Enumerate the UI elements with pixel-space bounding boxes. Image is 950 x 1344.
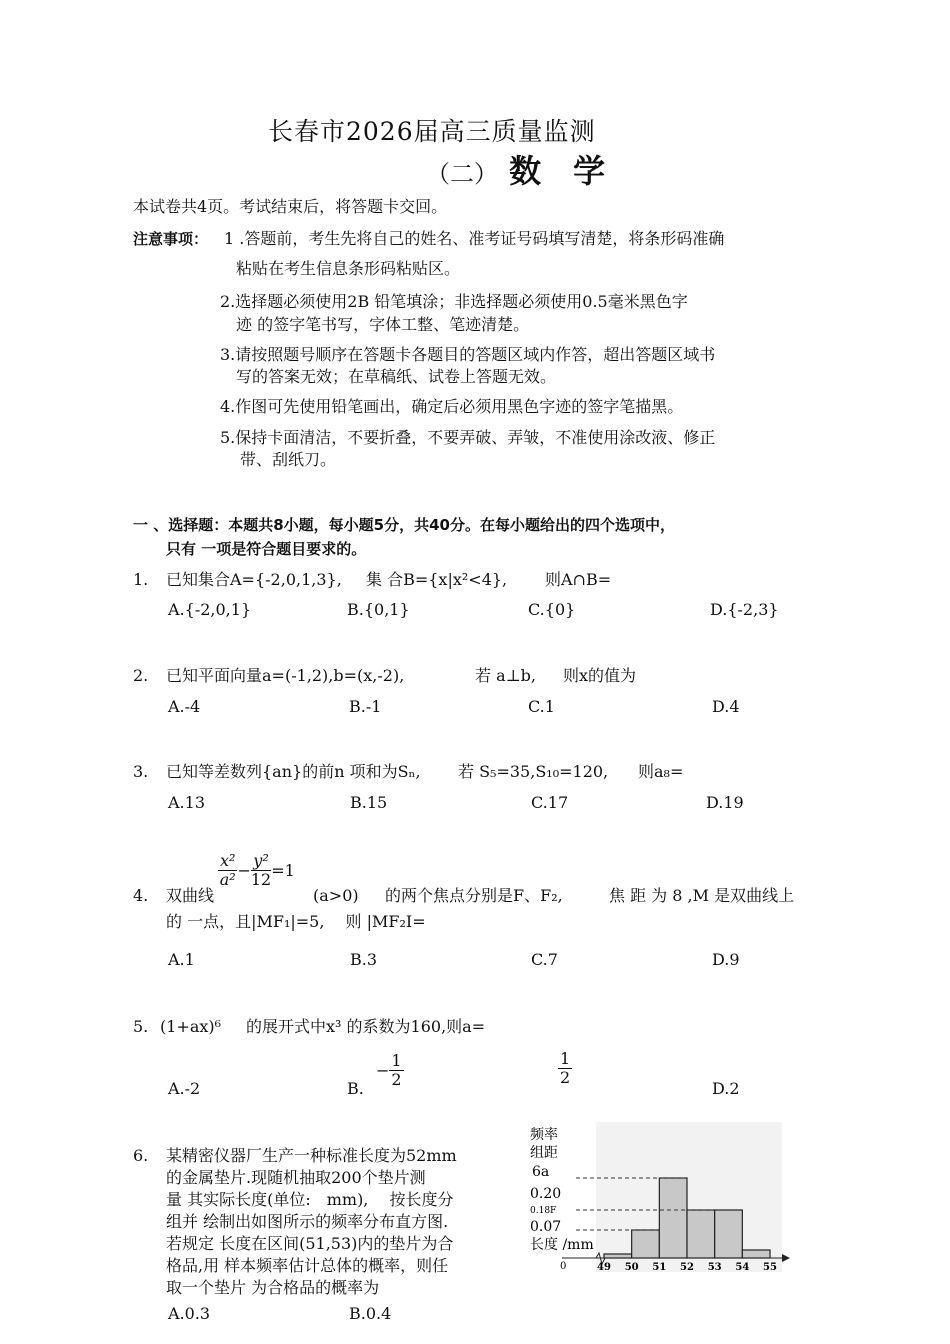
q4-stem-line2: 的 一点，且|MF₁|=5, 则 |MF₂I= <box>166 912 426 931</box>
y-tick-6a: 6a <box>532 1164 550 1180</box>
q6-stem-line6: 格品,用 样本频率估计总体的概率，则任 <box>166 1256 449 1275</box>
section-heading-line1: 一 、选择题：本题共8小题，每小题5分，共40分。在每小题给出的四个选项中， <box>133 516 675 534</box>
notice-item-5-line1: 5.保持卡面清洁，不要折叠，不要弄破、弄皱，不准使用涂改液、修正 <box>220 428 716 447</box>
q4-option-b: B.3 <box>350 950 378 969</box>
q4-option-a: A.1 <box>168 950 195 969</box>
q2-option-c: C.1 <box>528 697 555 716</box>
ylabel-line1: 频率 <box>530 1127 558 1143</box>
q2-stem-c: 则x的值为 <box>563 666 637 685</box>
histogram-bar-51-52 <box>659 1178 687 1258</box>
notice-item-3-line1: 3.请按照题号顺序在答题卡各题目的答题区域内作答，超出答题区域书 <box>220 345 716 364</box>
q4-fraction-y: $\frac{\text{y²}}{12}$ <box>250 851 272 889</box>
q5-option-c-fraction: $\frac{1}{2}$ <box>560 1049 571 1087</box>
q5-stem-a: (1+ax)⁶ <box>160 1017 222 1036</box>
histogram-bar-50-51 <box>632 1230 660 1258</box>
subject-name: 数 学 <box>509 152 606 190</box>
x-tick-53: 53 <box>707 1262 722 1273</box>
q5-option-d: D.2 <box>712 1079 740 1098</box>
y-tick-018: 0.18F <box>530 1206 557 1216</box>
x-tick-49: 49 <box>597 1262 611 1273</box>
q1-option-b: B.{0,1} <box>347 600 410 619</box>
q1-option-c: C.{0} <box>528 600 576 619</box>
notice-item-5-line2: 带、刮纸刀。 <box>240 450 337 469</box>
q2-option-d: D.4 <box>712 697 740 716</box>
q6-stem-line5: 若规定 长度在区间(51,53)内的垫片为合 <box>166 1234 454 1253</box>
q3-stem-c: 则a₈= <box>638 762 684 781</box>
exam-subtitle <box>426 146 605 192</box>
y-tick-020: 0.20 <box>530 1186 562 1202</box>
x-tick-55: 55 <box>763 1262 777 1273</box>
notice-item-1-line1: 1 .答题前，考生先将自己的姓名、准考证号码填写清楚，将条形码准确 <box>224 229 725 248</box>
q6-stem-line7: 取一个垫片 为合格品的概率为 <box>166 1278 380 1297</box>
q4-fraction-x: $\frac{\text{x²}}{\text{a²}}$ <box>219 851 236 889</box>
notice-item-2-line2: 迹 的签字笔书写，字体工整、笔迹清楚。 <box>236 315 530 334</box>
q3-option-b: B.15 <box>350 793 388 812</box>
q3-option-d: D.19 <box>706 793 744 812</box>
q1-stem-a: 已知集合A={-2,0,1,3}, <box>166 570 342 589</box>
histogram-bar-49-50 <box>604 1254 632 1258</box>
q4-stem-b: (a>0) <box>313 886 359 905</box>
exam-title: 长春市2026届高三质量监测 <box>268 117 596 146</box>
q6-stem-line3: 量 其实际长度(单位: mm), 按长度分 <box>166 1190 454 1209</box>
q5-option-b-label: B. <box>347 1079 364 1098</box>
x-tick-52: 52 <box>680 1262 694 1273</box>
q4-hyperbola-equation: $\frac{\text{x²}}{\text{a²}}$ − $\frac{\text{y²}}{12}$ =1 <box>219 851 295 889</box>
q4-option-c: C.7 <box>531 950 558 969</box>
q2-number: 2. <box>133 666 149 685</box>
q1-option-a: A.{-2,0,1} <box>168 600 252 619</box>
q6-number: 6. <box>133 1146 149 1165</box>
notice-item-4-line1: 4.作图可先使用铅笔画出，确定后必须用黑色字迹的签字笔描黑。 <box>220 397 684 416</box>
notice-item-1-line2: 粘贴在考生信息条形码粘贴区。 <box>236 259 461 278</box>
x-tick-54: 54 <box>735 1262 750 1273</box>
q2-option-b: B.-1 <box>349 697 382 716</box>
q6-option-b: B.0.4 <box>349 1304 392 1323</box>
q5-stem-b: 的展开式中x³ 的系数为160,则a= <box>246 1017 486 1036</box>
q3-option-a: A.13 <box>168 793 205 812</box>
q3-option-c: C.17 <box>531 793 569 812</box>
x-tick-50: 50 <box>624 1262 639 1273</box>
ylabel-line2: 组距 <box>530 1145 558 1161</box>
q4-option-d: D.9 <box>712 950 740 969</box>
q5-option-b-fraction: − $\frac{1}{2}$ <box>376 1051 402 1089</box>
q2-stem-b: 若 a⊥b, <box>475 666 537 685</box>
q3-stem-b: 若 S₅=35,S₁₀=120, <box>458 762 609 781</box>
q2-stem-a: 已知平面向量a=(-1,2),b=(x,-2), <box>166 666 405 685</box>
intro-text: 本试卷共4页。考试结束后，将答题卡交回。 <box>133 197 448 216</box>
q2-option-a: A.-4 <box>168 697 201 716</box>
q4-stem-c: 的两个焦点分别是F、F₂, <box>385 886 563 905</box>
q6-option-a: A.0.3 <box>168 1304 211 1323</box>
q3-number: 3. <box>133 762 149 781</box>
q6-stem-line2: 的金属垫片.现随机抽取200个垫片测 <box>166 1168 426 1187</box>
x-tick-51: 51 <box>652 1262 667 1273</box>
notice-item-2-line1: 2.选择题必须使用2B 铅笔填涂；非选择题必须使用0.5毫米黑色字 <box>220 292 688 311</box>
origin-label: 0 <box>560 1261 567 1272</box>
q4-stem-d: 焦 距 为 8 ,M 是双曲线上 <box>609 886 795 905</box>
q6-stem-line1: 某精密仪器厂生产一种标准长度为52mm <box>166 1146 457 1165</box>
q5-option-a: A.-2 <box>168 1079 201 1098</box>
x-axis-arrow <box>782 1254 790 1262</box>
q4-stem-a: 双曲线 <box>166 886 215 905</box>
q6-stem-line4: 组并 绘制出如图所示的频率分布直方图. <box>166 1212 449 1231</box>
notice-item-3-line2: 写的答案无效；在草稿纸、试卷上答题无效。 <box>236 367 557 386</box>
histogram-bar-53-54 <box>715 1210 743 1258</box>
q5-number: 5. <box>133 1017 149 1036</box>
q4-number: 4. <box>133 886 149 905</box>
histogram-bar-52-53 <box>687 1210 715 1258</box>
section-heading-line2: 只有 一项是符合题目要求的。 <box>166 540 367 558</box>
subtitle-paren: （二） <box>426 160 498 188</box>
x-axis-label: 长度 /mm <box>530 1237 594 1253</box>
q3-stem-a: 已知等差数列{an}的前n 项和为Sₙ, <box>166 762 421 781</box>
q1-number: 1. <box>133 570 149 589</box>
notice-label: 注意事项： <box>133 230 209 248</box>
q1-stem-c: 则A∩B= <box>545 570 612 589</box>
histogram-bar-54-55 <box>742 1250 770 1258</box>
frequency-histogram <box>520 1118 790 1278</box>
q1-option-d: D.{-2,3} <box>710 600 779 619</box>
y-tick-007: 0.07 <box>530 1219 562 1235</box>
q1-stem-b: 集 合B={x|x²<4}, <box>366 570 508 589</box>
